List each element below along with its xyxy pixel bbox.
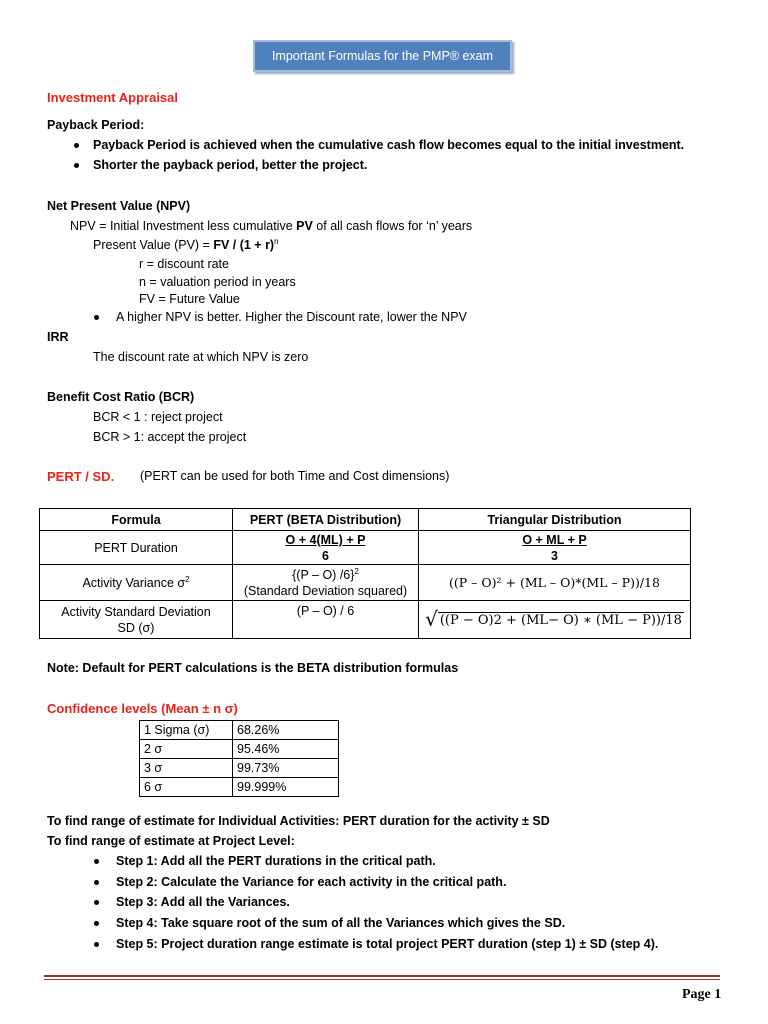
variance-beta-note: (Standard Deviation squared) [243,583,408,598]
footer-divider [44,975,720,977]
npv-def-r: r = discount rate [139,257,229,271]
bullet-icon [94,921,99,926]
variance-label-exponent: 2 [185,574,190,584]
table-row [140,759,339,778]
sqrt-formula [425,609,684,629]
page-title-box [253,40,512,72]
irr-heading: IRR [47,330,69,344]
variance-beta-formula [233,567,418,583]
sqrt-icon: √ [425,607,438,631]
tri-denominator: 3 [551,548,558,563]
confidence-sigma: 2 σ [140,740,233,759]
payback-bullet-1: Payback Period is achieved when the cumulative cash flow becomes equal to the initial investment. [93,138,685,152]
pert-table [39,508,691,639]
npv-definition-text-end: of all cash flows for ‘n’ years [312,219,473,233]
table-row [40,601,691,639]
irr-text: The discount rate at which NPV is zero [93,350,309,364]
pv-formula-label: Present Value (PV) = [93,238,214,252]
payback-heading: Payback Period: [47,118,145,132]
beta-numerator: O + 4(ML) + P [285,532,366,547]
confidence-percent: 99.999% [233,778,339,797]
npv-pv-text: PV [296,219,313,233]
beta-denominator: 6 [322,548,329,563]
sd-label-line-2: SD (σ) [117,620,155,635]
tri-numerator: O + ML + P [522,532,587,547]
confidence-percent: 68.26% [233,721,339,740]
variance-beta-exponent: 2 [354,566,359,576]
bcr-line-2: BCR > 1: accept the project [93,430,247,444]
pert-duration-beta [233,531,419,565]
npv-bullet: A higher NPV is better. Higher the Discount rate, lower the NPV [116,310,467,324]
variance-beta [233,565,419,601]
range-project: To find range of estimate at Project Level: [47,834,295,848]
step-1: Step 1: Add all the PERT durations in the critical path. [116,854,436,868]
pert-duration-label: PERT Duration [40,531,233,565]
table-row [40,565,691,601]
npv-definition-text: NPV = Initial Investment less cumulative [70,219,297,233]
bullet-icon [94,880,99,885]
range-individual: To find range of estimate for Individual Activities: PERT duration for the activity ± SD [47,814,550,828]
confidence-sigma: 1 Sigma (σ) [140,721,233,740]
sd-beta: (P – O) / 6 [233,601,419,639]
variance-triangular: ((P – O)² + (ML – O)*(ML – P))/18 [419,565,691,601]
npv-definition [70,219,472,234]
npv-def-n: n = valuation period in years [139,275,296,289]
bullet-icon [94,315,99,320]
bullet-icon [94,900,99,905]
page-title: Important Formulas for the PMP® exam [271,49,494,63]
step-4: Step 4: Take square root of the sum of all the Variances which gives the SD. [116,916,566,930]
table-row [140,721,339,740]
npv-heading: Net Present Value (NPV) [47,199,191,213]
variance-label-text: Activity Variance σ [82,575,186,590]
step-2: Step 2: Calculate the Variance for each activity in the critical path. [116,875,507,889]
npv-def-fv: FV = Future Value [139,292,240,306]
bcr-heading: Benefit Cost Ratio (BCR) [47,390,195,404]
page-number: Page 1 [682,987,722,1002]
pert-duration-triangular [419,531,691,565]
confidence-table [139,720,339,797]
bullet-icon [74,163,79,168]
bullet-icon [94,859,99,864]
confidence-sigma: 3 σ [140,759,233,778]
bullet-icon [94,942,99,947]
step-5: Step 5: Project duration range estimate is total project PERT duration (step 1) ± SD (step 4). [116,937,659,951]
sd-label-line-1: Activity Standard Deviation [61,604,211,619]
table-row [140,778,339,797]
payback-bullet-2: Shorter the payback period, better the project. [93,158,368,172]
table-row [40,531,691,565]
pert-col-beta: PERT (BETA Distribution) [233,509,419,531]
footer-divider-thin [44,979,720,980]
sd-label [40,601,233,639]
bcr-line-1: BCR < 1 : reject project [93,410,223,424]
confidence-heading: Confidence levels (Mean ± n σ) [47,701,238,716]
sd-triangular [419,601,691,639]
confidence-percent: 99.73% [233,759,339,778]
variance-label [40,565,233,601]
sd-triangular-formula: ((P − O)2 + (ML− O) ∗ (ML − P))/18 [439,613,682,628]
bullet-icon [74,143,79,148]
variance-beta-expr: {(P – O) /6} [292,567,355,582]
pert-col-formula: Formula [40,509,233,531]
step-3: Step 3: Add all the Variances. [116,895,290,909]
pert-col-triangular: Triangular Distribution [419,509,691,531]
pv-formula-expr: FV / (1 + r) [213,238,275,252]
pert-heading: PERT / SD. [47,469,115,484]
pv-formula-exponent: n [274,237,279,246]
confidence-percent: 95.46% [233,740,339,759]
pert-note: (PERT can be used for both Time and Cost dimensions) [140,469,450,483]
investment-heading: Investment Appraisal [47,90,179,105]
default-note: Note: Default for PERT calculations is the BETA distribution formulas [47,661,459,675]
pv-formula [93,238,279,253]
confidence-sigma: 6 σ [140,778,233,797]
table-row [140,740,339,759]
